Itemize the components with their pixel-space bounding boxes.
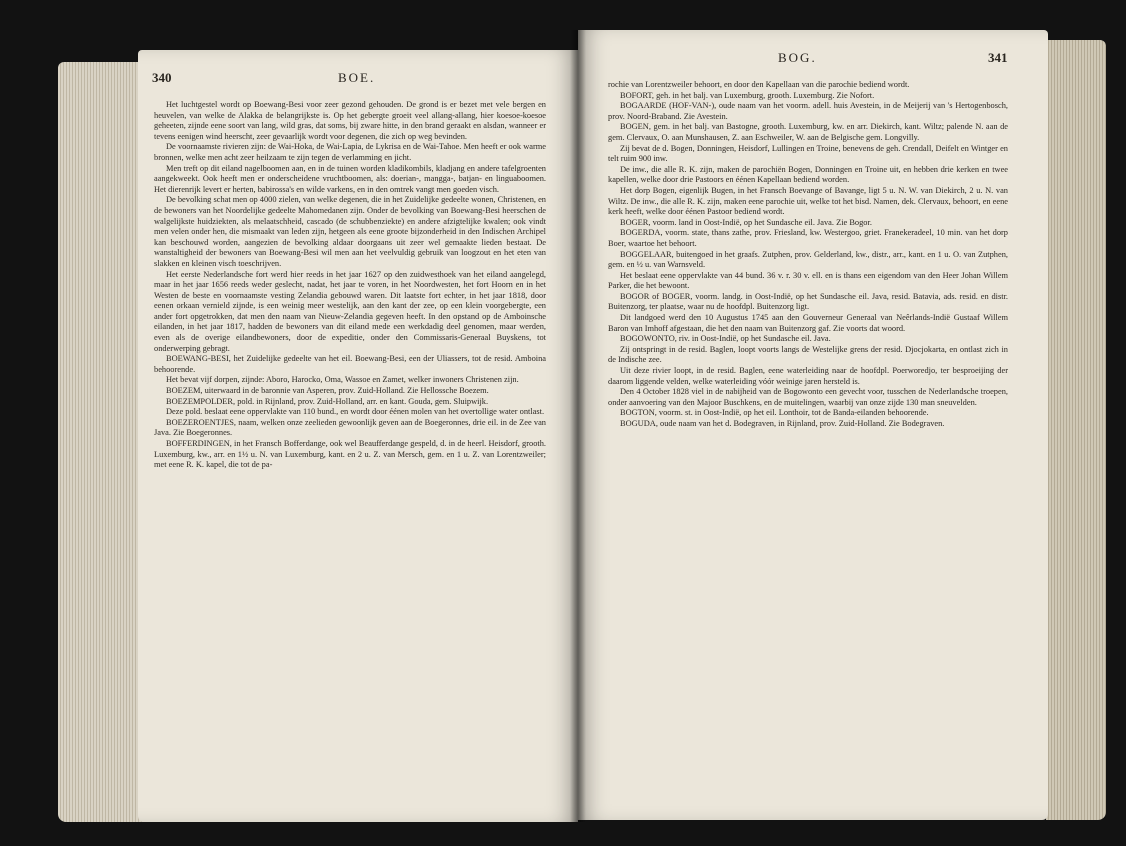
left-page-number: 340 [152, 70, 172, 85]
paragraph: BOGER, voorm. land in Oost-Indië, op het Sundasche eil. Java. Zie Bogor. [620, 217, 872, 227]
paragraph: BOGOWONTO, riv. in Oost-Indië, op het Sundasche eil. Java. [620, 334, 831, 344]
paragraph: BOGGELAAR, buitengoed in het graafs. Zutphen, prov. Gelderland, kw., distr., arr., kant. en 1 u. O. van Zutphen, gem. en ½ u. van Warnsveld. [608, 249, 1008, 270]
page-stack-right [1046, 40, 1106, 820]
paragraph: BOEWANG-BESI, het Zuidelijke gedeelte van het eil. Boewang-Besi, een der Uliassers, tot de resid. Amboina behoorende. [154, 354, 546, 374]
left-page [138, 50, 578, 822]
paragraph: BOGOR of BOGER, voorm. landg. in Oost-Indië, op het Sundasche eil. Java, resid. Batavia, ads. resid. en distr. Buitenzorg, ter plaatse, waar nu de hoofdpl. Buitenzorg ligt. [608, 291, 1008, 312]
right-page [578, 30, 1048, 820]
paragraph: De bevolking schat men op 4000 zielen, van welke degenen, die in het Zuidelijke gedeelte wonen, Christenen, en de bewoners van het Noordelijke gedeelte Mahomedanen zijn. Onder de bevolking van Boewang-Besi heerschen de walgelijkste huidziekten, als melaatschheid, cascado (de schubbenziekte) en andere afzigtelijke kwalen; ook vindt men velen onder hen, die mismaakt van leden zijn, hetgeen als eene groote bijzonderheid in den Indischen Archipel kan beschouwd worden, aangezien de bevolking aldaar doorgaans uit zeer wel gemaakte lieden bestaat. De wanstaltigheid der bewoners van Boewang-Besi wil men aan het veelvuldig gebruik van loogzout en het eten van slakken en kleinen visch toeschrijven. [154, 195, 546, 268]
paragraph: Het dorp Bogen, eigenlijk Bugen, in het Fransch Boevange of Bavange, ligt 5 u. N. W. van Diekirch, 2 u. N. van Wiltz. De inw., die alle R. K. zijn, maken eene parochie uit, welke tot het bisd. Namen, dek. Clervaux, behoort, en eene kerk heeft, welke door éénen Pastoor bediend wordt. [608, 185, 1008, 217]
right-page-number: 341 [988, 50, 1008, 65]
right-page-header: BOG. [778, 50, 817, 65]
paragraph: Zij ontspringt in de resid. Baglen, loopt voorts langs de Westelijke grens der resid. Djocjokarta, en ontlast zich in de Indische zee. [608, 344, 1008, 365]
paragraph: De inw., die alle R. K. zijn, maken de parochiën Bogen, Donningen en Troine uit, en hebben drie kerken en twee kapellen, welke door drie Pastoors en éénen Kapellaan bediend worden. [608, 164, 1008, 185]
paragraph: BOFFERDINGEN, in het Fransch Bofferdange, ook wel Beaufferdange gespeld, d. in de heerl. Heisdorf, grooth. Luxemburg, kw., arr. en 1½ u. N. van Luxemburg, kant. en 2 u. Z. van Mersch, gem. en 1 u. Z. van Lorentzweiler; met eene R. K. kapel, die tot de pa- [154, 439, 546, 470]
open-book [58, 22, 1106, 822]
paragraph: BOEZEROENTJES, naam, welken onze zeelieden gewoonlijk geven aan de Boegeronnes, drie eil. in de Zee van Java. Zie Boegeronnes. [154, 417, 546, 438]
left-page-text [154, 100, 546, 471]
paragraph: BOGEN, gem. in het balj. van Bastogne, grooth. Luxemburg, kw. en arr. Diekirch, kant. Wiltz; palende N. aan de gem. Clervaux, O. aan Munshausen, Z. aan Eschweiler, W. aan de Belgische gem. Longvilly. [608, 122, 1008, 142]
paragraph: Het bevat vijf dorpen, zijnde: Aboro, Harocko, Oma, Wassoe en Zamet, welker inwoners Christenen zijn. [166, 375, 519, 385]
paragraph: BOGTON, voorm. st. in Oost-Indië, op het eil. Lonthoir, tot de Banda-eilanden behoorende. [620, 408, 929, 418]
paragraph: BOEZEMPOLDER, pold. in Rijnland, prov. Zuid-Holland, arr. en kant. Gouda, gem. Sluipwijk. [166, 396, 489, 406]
paragraph: Deze pold. beslaat eene oppervlakte van 110 bund., en wordt door éénen molen van het overtollige water ontlast. [166, 407, 545, 417]
paragraph: BOEZEM, uiterwaard in de baronnie van Asperen, prov. Zuid-Holland. Zie Hellossche Boezem. [166, 386, 489, 396]
paragraph: Het beslaat eene oppervlakte van 44 bund. 36 v. r. 30 v. ell. en is thans een eigendom van den Heer Johan Willem Parker, die het bewoont. [608, 270, 1008, 291]
paragraph: Zij bevat de d. Bogen, Donningen, Heisdorf, Lullingen en Troine, benevens de geh. Crendall, Deifelt en Wintger en telt ruim 900 inw. [608, 143, 1008, 164]
paragraph: BOGAARDE (HOF-VAN-), oude naam van het voorm. adell. huis Avestein, in de Meijerij van 's Hertogenbosch, prov. Noord-Braband. Zie Avestein. [608, 101, 1008, 121]
book-gutter [570, 30, 586, 822]
paragraph: Den 4 October 1828 viel in de nabijheid van de Bogowonto een gevecht voor, tusschen de Nederlandsche troepen, onder aanvoering van den Majoor Buschkens, en de muitelingen, waarbij van onze zijde 130 man sneuvelden. [608, 387, 1008, 407]
paragraph: rochie van Lorentzweiler behoort, en door den Kapellaan van die parochie bediend wordt. [608, 80, 910, 89]
paragraph: Men treft op dit eiland nagelboomen aan, en in de tuinen worden kladikombils, kladjang en andere tafelgroenten aangekweekt. Ook heeft men er onderscheidene vruchtboomen, als: doerian-, mangga-, batjan- en linguaboomen. Het dierenrijk levert er herten, babirossa's en wilde varkens, en in den omtrek vangt men goeden visch. [154, 163, 546, 194]
left-page-header: BOE. [338, 70, 376, 85]
paragraph: Dit landgoed werd den 10 Augustus 1745 aan den Gouverneur Generaal van Neêrlands-Indië Gustaaf Willem Baron van Imhoff afgestaan, die het den naam van Buitenzorg gaf. Zie voorts dat woord. [608, 313, 1008, 333]
paragraph: Het eerste Nederlandsche fort werd hier reeds in het jaar 1627 op den zuidwesthoek van het eiland aangelegd, maar in het jaar 1656 reeds weder geslecht, nadat, het jaar te voren, in het Noordwesten, het fort Hoorn en in het Westen de beste en voornaamste vesting Zelandia gebouwd waren. Dit laatste fort echter, in het jaar 1818, door eenen orkaan vernield zijnde, is een weinig meer westelijk, aan den kant der zee, op een klein voorgebergte, een ander fort opgetrokken, dat men den naam van Nieuw-Zelandia gegeven heeft. In den opstand op de Amboinsche eilanden, in het jaar 1817, hadden de bewoners van dit eiland mede een werkdadig deel genomen, maar werden, even als de overige eilandbewoners, door de expeditie, onder den Commissaris-Generaal Buyskens, tot onderwerping gebragt. [154, 269, 546, 353]
paragraph: De voornaamste rivieren zijn: de Wai-Hoka, de Wai-Lapia, de Lykrisa en de Wai-Tahoe. Men heeft er ook warme bronnen, welke men acht zeer heilzaam te zijn tegen de verlamming en jicht. [154, 142, 546, 162]
paragraph: Het luchtgestel wordt op Boewang-Besi voor zeer gezond gehouden. De grond is er bezet met vele bergen en heuvelen, van welke de Alakka de belangrijkste is. Op het gebergte groeit veel allang-allang, hier koesoe-koesoe geheeten, zijnde eene soort van lang, wild gras, dat soms, bij zware hitte, in den brand geraakt en alsdan, wanneer er tevens eenigen wind heerscht, zeer gevaarlijk wordt voor degenen, die zich op weg bevinden. [154, 100, 546, 141]
paragraph: BOGERDA, voorm. state, thans zathe, prov. Friesland, kw. Westergoo, griet. Franekeradeel, 10 min. van het dorp Boer, waartoe het behoort. [608, 228, 1008, 248]
paragraph: BOFORT, geh. in het balj. van Luxemburg, grooth. Luxemburg. Zie Nofort. [620, 90, 875, 100]
right-page-text [608, 80, 1008, 430]
paragraph: BOGUDA, oude naam van het d. Bodegraven, in Rijnland, prov. Zuid-Holland. Zie Bodegraven. [620, 419, 945, 428]
paragraph: Uit deze rivier loopt, in de resid. Baglen, eene waterleiding naar de hoofdpl. Poerworedjo, ter besproeijing der daarom liggende velden, welke waterleiding vóór weinige jaren hersteld is. [608, 366, 1008, 386]
